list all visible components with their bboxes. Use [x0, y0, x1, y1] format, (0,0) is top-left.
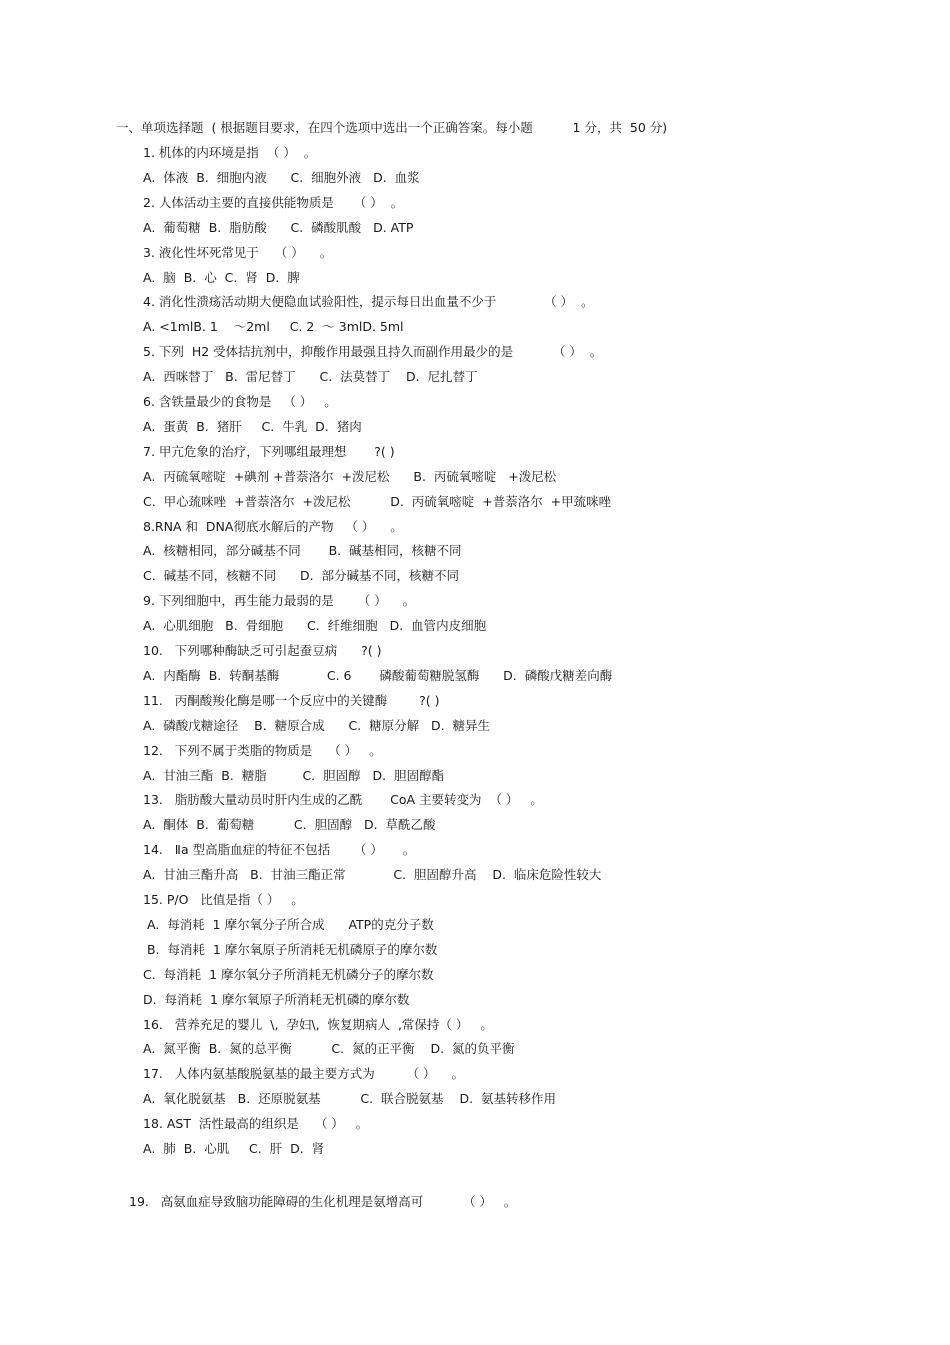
question-line: A. 甘油三酯升高 B. 甘油三酯正常 C. 胆固醇升高 D. 临床危险性较大: [143, 867, 602, 882]
question-line: 4. 消化性溃疡活动期大便隐血试验阳性，提示每日出血量不少于 （ ） 。: [143, 294, 594, 309]
question-line: 2. 人体活动主要的直接供能物质是 （ ） 。: [143, 195, 404, 210]
question-line: A. 甘油三酯 B. 糖脂 C. 胆固醇 D. 胆固醇酯: [143, 768, 445, 783]
question-line: A. 蛋黄 B. 猪肝 C. 牛乳 D. 猪肉: [143, 419, 362, 434]
question-line: C. 碱基不同，核糖不同 D. 部分碱基不同，核糖不同: [143, 568, 460, 583]
question-line: 7. 甲亢危象的治疗，下列哪组最理想 ?( ): [143, 444, 395, 459]
question-line: A. 心肌细胞 B. 骨细胞 C. 纤维细胞 D. 血管内皮细胞: [143, 618, 487, 633]
question-line: 17. 人体内氨基酸脱氨基的最主要方式为 （ ） 。: [143, 1066, 464, 1081]
question-line: A. 脑 B. 心 C. 肾 D. 脾: [143, 270, 300, 285]
question-line: A. 葡萄糖 B. 脂肪酸 C. 磷酸肌酸 D. ATP: [143, 220, 414, 235]
question-line: C. 甲心巯咪唑 +普萘洛尔 +泼尼松 D. 丙硫氧嘧啶 +普萘洛尔 +甲巯咪唑: [143, 494, 612, 509]
question-line: A. 肺 B. 心肌 C. 肝 D. 肾: [143, 1141, 325, 1156]
question-line: B. 每消耗 1 摩尔氧原子所消耗无机磷原子的摩尔数: [143, 942, 438, 957]
question-line: A. 氮平衡 B. 氮的总平衡 C. 氮的正平衡 D. 氮的负平衡: [143, 1041, 515, 1056]
question-line: A. 内酯酶 B. 转酮基酶 C. 6 磷酸葡萄糖脱氢酶 D. 磷酸戊糖差向酶: [143, 668, 613, 683]
question-line: 13. 脂肪酸大量动员时肝内生成的乙酰 CoA 主要转变为 （ ） 。: [143, 792, 543, 807]
section-header: 一、单项选择题 ( 根据题目要求，在四个选项中选出一个正确答案。每小题 1 分，共 50 分): [116, 120, 668, 135]
question-line: 11. 丙酮酸羧化酶是哪一个反应中的关键酶 ?( ): [143, 693, 440, 708]
question-line: 14. Ⅱa 型高脂血症的特征不包括 （ ） 。: [143, 842, 416, 857]
question-line: A. 酮体 B. 葡萄糖 C. 胆固醇 D. 草酰乙酸: [143, 817, 436, 832]
question-line: A. <1mlB. 1 ～2ml C. 2 ～ 3mlD. 5ml: [143, 319, 404, 334]
question-line: 18. AST 活性最高的组织是 （ ） 。: [143, 1116, 369, 1131]
question-line: A. 西咪替丁 B. 雷尼替丁 C. 法莫替丁 D. 尼扎替丁: [143, 369, 478, 384]
question-line: 5. 下列 H2 受体拮抗剂中，抑酸作用最强且持久而副作用最少的是 （ ） 。: [143, 344, 603, 359]
question-line: A. 体液 B. 细胞内液 C. 细胞外液 D. 血浆: [143, 170, 420, 185]
question-19: 19. 高氨血症导致脑功能障碍的生化机理是氨增高可 （ ） 。: [129, 1194, 517, 1209]
question-line: A. 每消耗 1 摩尔氧分子所合成 ATP的克分子数: [143, 917, 434, 932]
question-line: 15. P/O 比值是指（ ） 。: [143, 892, 304, 907]
question-line: 1. 机体的内环境是指 （ ） 。: [143, 145, 317, 160]
question-line: 3. 液化性坏死常见于 （ ） 。: [143, 245, 333, 260]
question-line: A. 丙硫氧嘧啶 +碘剂 +普萘洛尔 +泼尼松 B. 丙硫氧嘧啶 +泼尼松: [143, 469, 557, 484]
question-line: 9. 下列细胞中，再生能力最弱的是 （ ） 。: [143, 593, 416, 608]
question-line: 10. 下列哪种酶缺乏可引起蚕豆病 ?( ): [143, 643, 382, 658]
question-line: 12. 下列不属于类脂的物质是 （ ） 。: [143, 743, 382, 758]
question-line: 6. 含铁量最少的食物是 （ ） 。: [143, 394, 337, 409]
question-line: A. 核糖相同，部分碱基不同 B. 碱基相同，核糖不同: [143, 543, 462, 558]
question-line: C. 每消耗 1 摩尔氧分子所消耗无机磷分子的摩尔数: [143, 967, 434, 982]
question-line: A. 磷酸戊糖途径 B. 糖原合成 C. 糖原分解 D. 糖异生: [143, 718, 491, 733]
question-line: A. 氧化脱氨基 B. 还原脱氨基 C. 联合脱氨基 D. 氨基转移作用: [143, 1091, 556, 1106]
question-line: 8.RNA 和 DNA彻底水解后的产物 （ ） 。: [143, 519, 403, 534]
question-line: 16. 营养充足的婴儿 \, 孕妇\, 恢复期病人 ,常保持（ ） 。: [143, 1017, 493, 1032]
question-line: D. 每消耗 1 摩尔氧原子所消耗无机磷的摩尔数: [143, 992, 410, 1007]
